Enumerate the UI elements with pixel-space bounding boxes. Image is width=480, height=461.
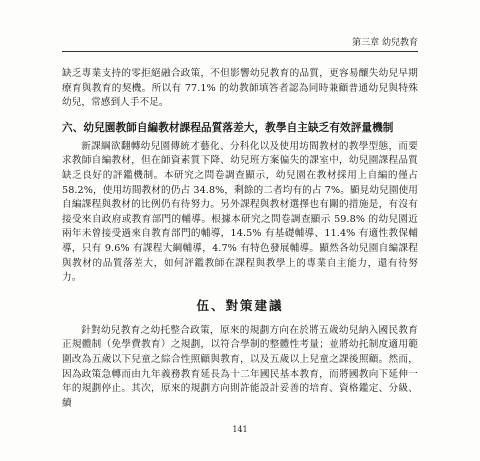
chapter-heading-recommendations: 伍、對策建議: [196, 297, 284, 313]
page-number: 141: [232, 425, 248, 434]
section-heading-6: 六、幼兒園教師自編教材課程品質落差大，教學自主缺乏有效評量機制: [62, 121, 394, 134]
paragraph-2: 新課綱欲翻轉幼兒園傳統才藝化、分科化以及使用坊間教材的教學型態，而要求教師自編教材，但在師資素質下降、幼兒班方案偏失的課室中，幼兒園課程品質缺乏良好的評鑑機制。本研究之問卷調查顯示，幼兒園在教材採用上自編的僅占 58.2%，使用坊間教材的仍占 34.8%，剩餘的二者均有的占 7%。顯見幼兒園使用自編課程與教材的比例仍有待努力。另外課程與教材選擇也有關的措施是，有沒有接受來自政府或教育部門的輔導。根據本研究之問卷調查顯示 59.8% 的幼兒園近兩年未曾接受過來自教育部門的輔導，14.5% 有基礎輔導、11.4% 有適性教保輔導，只有 9.6% 有課程大綱輔導，4.7% 有特色發展輔導。顯然各幼兒園自編課程與教材的品質落差大，如何評鑑教師在課程與教學上的專業自主能力，還有待努力。: [62, 140, 418, 284]
running-header: 第三章 幼兒教育: [62, 38, 418, 52]
paragraph-1: 缺乏專業支持的零拒絕融合政策，不但影響幼兒教育的品質，更容易釀失幼兒早期療育與教育的契機。所以有 77.1% 的幼教師填答者認為同時兼顧普通幼兒與特殊幼兒，常感到人手不足。: [62, 68, 418, 109]
page-body: [62, 67, 418, 411]
paragraph-3: 針對幼兒教育之幼托整合政策，原來的規劃方向在於將五歲幼兒納入國民教育正規體制（免學費教育）之規劃，以符合學制的整體性考量；並將幼托制度適用範圍改為五歲以下兒童之綜合性照顧與教育，以及五歲以上兒童之課後照顧。然而，因為政策急轉而由九年義務教育延長為十二年國民基本教育，而將國教向下延伸一年的規劃停止。其次，原來的規劃方向則許能設計妥善的培育、資格鑑定、分級、續: [62, 324, 418, 409]
